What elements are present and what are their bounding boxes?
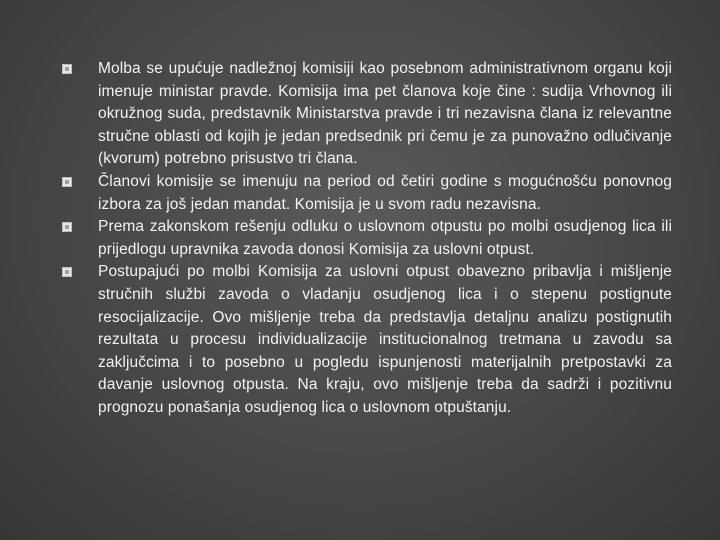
- bullet-item: [62, 216, 672, 261]
- square-bullet-icon: [62, 177, 72, 187]
- bullet-text: Članovi komisije se imenuju na period od četiri godine s mogućnošću ponovnog izbora za još jedan mandat. Komisija je u svom radu nezavisna.: [98, 172, 672, 213]
- bullet-list: [62, 58, 672, 420]
- bullet-text: Prema zakonskom rešenju odluku o uslovnom otpustu po molbi osudjenog lica ili prijedlogu upravnika zavoda donosi Komisija za uslovni otpust.: [98, 218, 672, 258]
- bullet-text: Postupajući po molbi Komisija za uslovni otpust obavezno pribavlja i mišljenje stručnih službi zavoda o vladanju osudjenog lica i o stepenu postignute resocijalizacije. Ovo mišljenje treba da predstavlja detaljnu analizu postignutih rezultata u procesu individualizacije institucionalnog tretmana u zavodu sa zaključcima i to posebno u pogledu ispunjenosti materijalnih pretpostavki za davanje uslovnog otpusta. Na kraju, ovo mišljenje treba da sadrži i pozitivnu prognozu ponašanja osudjenog lica o uslovnom otpuštanju.: [98, 263, 672, 416]
- square-bullet-icon: [62, 267, 72, 277]
- bullet-item: [62, 171, 672, 216]
- bullet-item: [62, 58, 672, 171]
- bullet-item: [62, 261, 672, 419]
- square-bullet-icon: [62, 222, 72, 232]
- square-bullet-icon: [62, 64, 72, 74]
- bullet-text: Molba se upućuje nadležnoj komisiji kao posebnom administrativnom organu koji imenuje ministar pravde. Komisija ima pet članova koje čine : sudija Vrhovnog ili okružnog suda, predstavnik Ministarstva pravde i tri nezavisna člana iz relevantne stručne oblasti od kojih je jedan predsednik pri čemu je za punovažno odlučivanje (kvorum) potrebno prisustvo tri člana.: [98, 60, 672, 168]
